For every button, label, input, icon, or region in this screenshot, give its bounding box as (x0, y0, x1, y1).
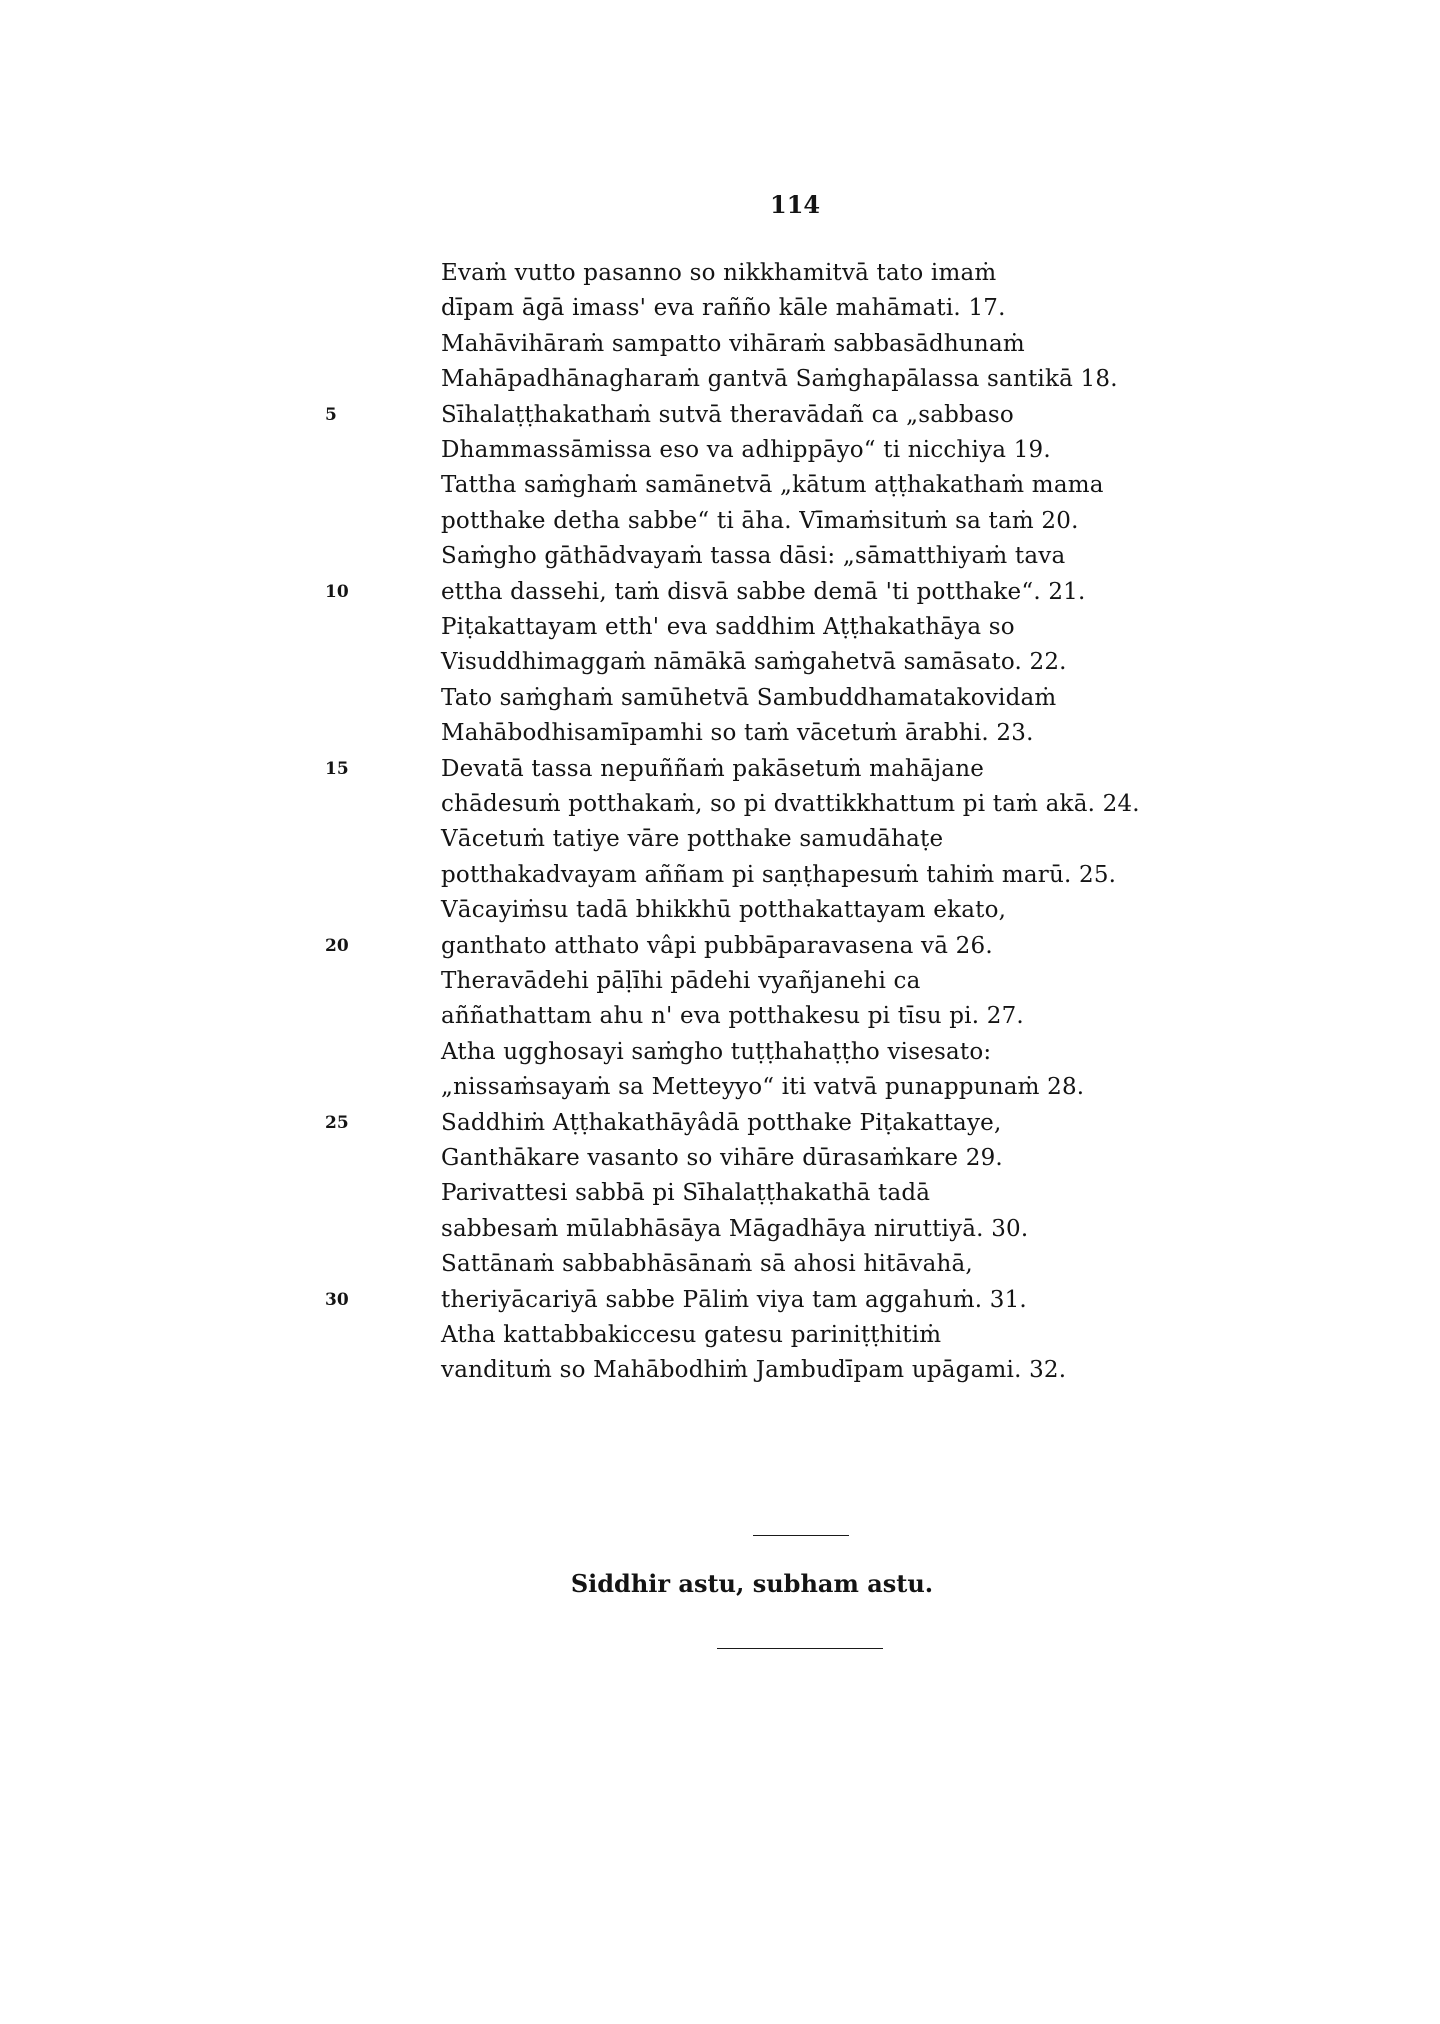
margin-line-number: 20 (325, 936, 349, 956)
margin-line-number: 30 (325, 1290, 349, 1310)
verse-line: theriyācariyā sabbe Pāliṁ viya tam aggahuṁ. 31. (441, 1287, 1027, 1313)
verse-line: Ganthākare vasanto so vihāre dūrasaṁkare 29. (441, 1145, 1003, 1171)
verse-line: Devatā tassa nepuññaṁ pakāsetuṁ mahājane (441, 756, 985, 782)
verse-line: potthake detha sabbe“ ti āha. Vīmaṁsituṁ sa taṁ 20. (441, 508, 1079, 534)
verse-line: Sīhalaṭṭhakathaṁ sutvā theravādañ ca „sabbaso (441, 402, 1014, 428)
verse-line: chādesuṁ potthakaṁ, so pi dvattikkhattum pi taṁ akā. 24. (441, 791, 1140, 817)
verse-line: Tato saṁghaṁ samūhetvā Sambuddhamatakovidaṁ (441, 685, 1057, 711)
verse-line: Atha kattabbakiccesu gatesu pariniṭṭhitiṁ (441, 1322, 942, 1348)
margin-line-number: 15 (325, 759, 349, 779)
verse-line: Mahāvihāraṁ sampatto vihāraṁ sabbasādhunaṁ (441, 331, 1025, 357)
closing-line: Siddhir astu, subham astu. (570, 1569, 934, 1598)
verse-line: Parivattesi sabbā pi Sīhalaṭṭhakathā tadā (441, 1180, 931, 1206)
verse-line: Atha ugghosayi saṁgho tuṭṭhahaṭṭho visesato: (441, 1039, 992, 1065)
verse-line: Evaṁ vutto pasanno so nikkhamitvā tato imaṁ (441, 260, 997, 286)
divider-rule-top (753, 1535, 849, 1536)
verse-line: Sattānaṁ sabbabhāsānaṁ sā ahosi hitāvahā, (441, 1251, 973, 1277)
page-number: 114 (770, 190, 821, 219)
verse-line: Mahābodhisamīpamhi so taṁ vācetuṁ ārabhi. 23. (441, 720, 1034, 746)
verse-line: Theravādehi pāḷīhi pādehi vyañjanehi ca (441, 968, 921, 994)
verse-line: Vācayiṁsu tadā bhikkhū potthakattayam ekato, (441, 897, 1007, 923)
verse-line: aññathattam ahu n' eva potthakesu pi tīsu pi. 27. (441, 1003, 1024, 1029)
margin-line-number: 25 (325, 1113, 349, 1133)
verse-line: „nissaṁsayaṁ sa Metteyyo“ iti vatvā punappunaṁ 28. (441, 1074, 1085, 1100)
verse-line: sabbesaṁ mūlabhāsāya Māgadhāya niruttiyā. 30. (441, 1216, 1029, 1242)
verse-line: Saddhiṁ Aṭṭhakathāyâdā potthake Piṭakattaye, (441, 1110, 1002, 1136)
verse-line: Tattha saṁghaṁ samānetvā „kātum aṭṭhakathaṁ mama (441, 472, 1104, 498)
verse-line: ganthato atthato vâpi pubbāparavasena vā 26. (441, 933, 993, 959)
verse-line: vandituṁ so Mahābodhiṁ Jambudīpam upāgami. 32. (441, 1357, 1067, 1383)
verse-line: Vācetuṁ tatiye vāre potthake samudāhaṭe (441, 826, 944, 852)
verse-line: potthakadvayam aññam pi saṇṭhapesuṁ tahiṁ marū. 25. (441, 862, 1117, 888)
divider-rule-bottom (717, 1648, 883, 1649)
margin-line-number: 5 (325, 405, 337, 425)
verse-line: Mahāpadhānagharaṁ gantvā Saṁghapālassa santikā 18. (441, 366, 1118, 392)
verse-line: Saṁgho gāthādvayaṁ tassa dāsi: „sāmatthiyaṁ tava (441, 543, 1066, 569)
verse-line: Visuddhimaggaṁ nāmākā saṁgahetvā samāsato. 22. (441, 649, 1067, 675)
verse-line: ettha dassehi, taṁ disvā sabbe demā 'ti potthake“. 21. (441, 579, 1086, 605)
verse-line: Piṭakattayam etth' eva saddhim Aṭṭhakathāya so (441, 614, 1015, 640)
verse-line: Dhammassāmissa eso va adhippāyo“ ti nicchiya 19. (441, 437, 1051, 463)
margin-line-number: 10 (325, 582, 349, 602)
verse-line: dīpam āgā imass' eva rañño kāle mahāmati. 17. (441, 295, 1006, 321)
